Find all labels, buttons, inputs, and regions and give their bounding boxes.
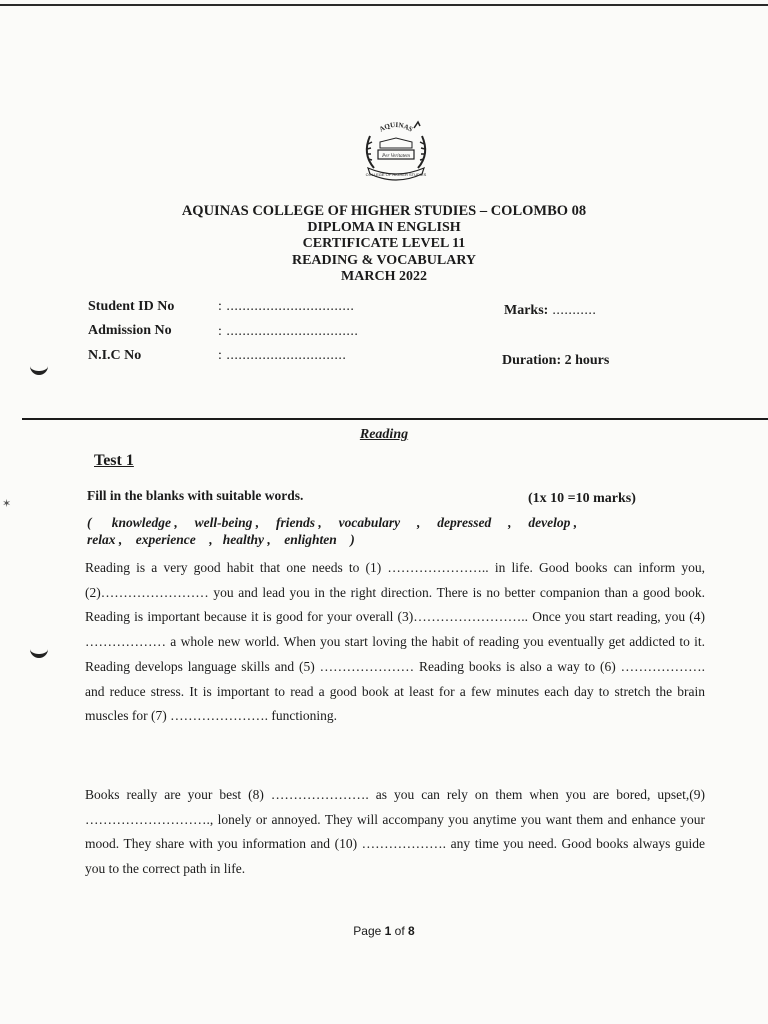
marks-field — [504, 303, 596, 319]
svg-text:COLLEGE OF HIGHER STUDIES: COLLEGE OF HIGHER STUDIES — [365, 172, 427, 177]
marks-label: Marks: — [504, 303, 549, 318]
svg-text:AQUINAS: AQUINAS — [378, 120, 415, 134]
section-title: Reading — [359, 427, 409, 442]
diploma-title: DIPLOMA IN ENGLISH — [307, 219, 461, 235]
exam-header — [0, 203, 768, 286]
admission-no-label: Admission No — [88, 323, 172, 338]
certificate-level: CERTIFICATE LEVEL 11 — [302, 236, 466, 251]
marks-blank: ........... — [548, 303, 597, 318]
word-bank-line: relax , experience , healthy , enlighten ) — [87, 531, 355, 547]
scan-speck: ✶ — [2, 498, 12, 510]
word-bank — [87, 515, 647, 548]
paragraph-text: Books really are your best (8) …………………. as you can rely on them when you are bored, upset,(9) ………………………., lonely or annoyed. They will accompany you anytime you want them and enhance your mood. They share with you information and (10) ………………. any time you need. Good books always guide you to the correct path in life. — [85, 787, 705, 877]
nic-no-label: N.I.C No — [88, 348, 142, 363]
scan-top-edge-line — [0, 4, 768, 6]
word-bank-line: ( knowledge , well-being , friends , vocabulary , depressed , develop , — [87, 515, 578, 530]
punch-hole-mark — [30, 645, 48, 658]
duration-label: Duration: 2 hours — [502, 353, 610, 368]
student-id-blank: : ................................ — [218, 299, 355, 314]
marks-allocation: (1x 10 =10 marks) — [528, 491, 636, 506]
college-crest-logo — [356, 114, 436, 184]
admission-no-blank: : ................................. — [218, 324, 359, 339]
paragraph-text: Reading is a very good habit that one needs to (1) ………………….. in life. Good books can inform you, (2)…………………… you and lead you in the right direction. There is no better companion than a good book. Reading is important because it is good for your overall (3)…………………….. Once you start reading, you (4) ……………… a whole new world. When you start loving the habit of reading you eventually get addicted to it. Reading develops language skills and (5) ………………… Reading books is also a way to (6) ………………. and reduce stress. It is important to read a good book at least for a few minutes each day to stretch the brain muscles for (7) …………………. functioning. — [85, 560, 705, 724]
college-name: AQUINAS COLLEGE OF HIGHER STUDIES – COLOMBO 08 — [181, 203, 587, 219]
punch-hole-mark — [30, 362, 48, 375]
header-divider — [22, 418, 768, 420]
exam-date: MARCH 2022 — [341, 269, 427, 284]
question-instruction: Fill in the blanks with suitable words. — [87, 488, 304, 503]
test-title: Test 1 — [94, 452, 134, 469]
student-id-label: Student ID No — [88, 299, 175, 314]
page-number: Page 1 of 8 — [353, 924, 415, 938]
passage-paragraph-1 — [85, 556, 705, 729]
nic-no-blank: : .............................. — [218, 348, 347, 363]
passage-paragraph-2 — [85, 783, 705, 882]
svg-text:Per Veritatem: Per Veritatem — [382, 154, 410, 159]
paper-subject: READING & VOCABULARY — [291, 252, 477, 268]
